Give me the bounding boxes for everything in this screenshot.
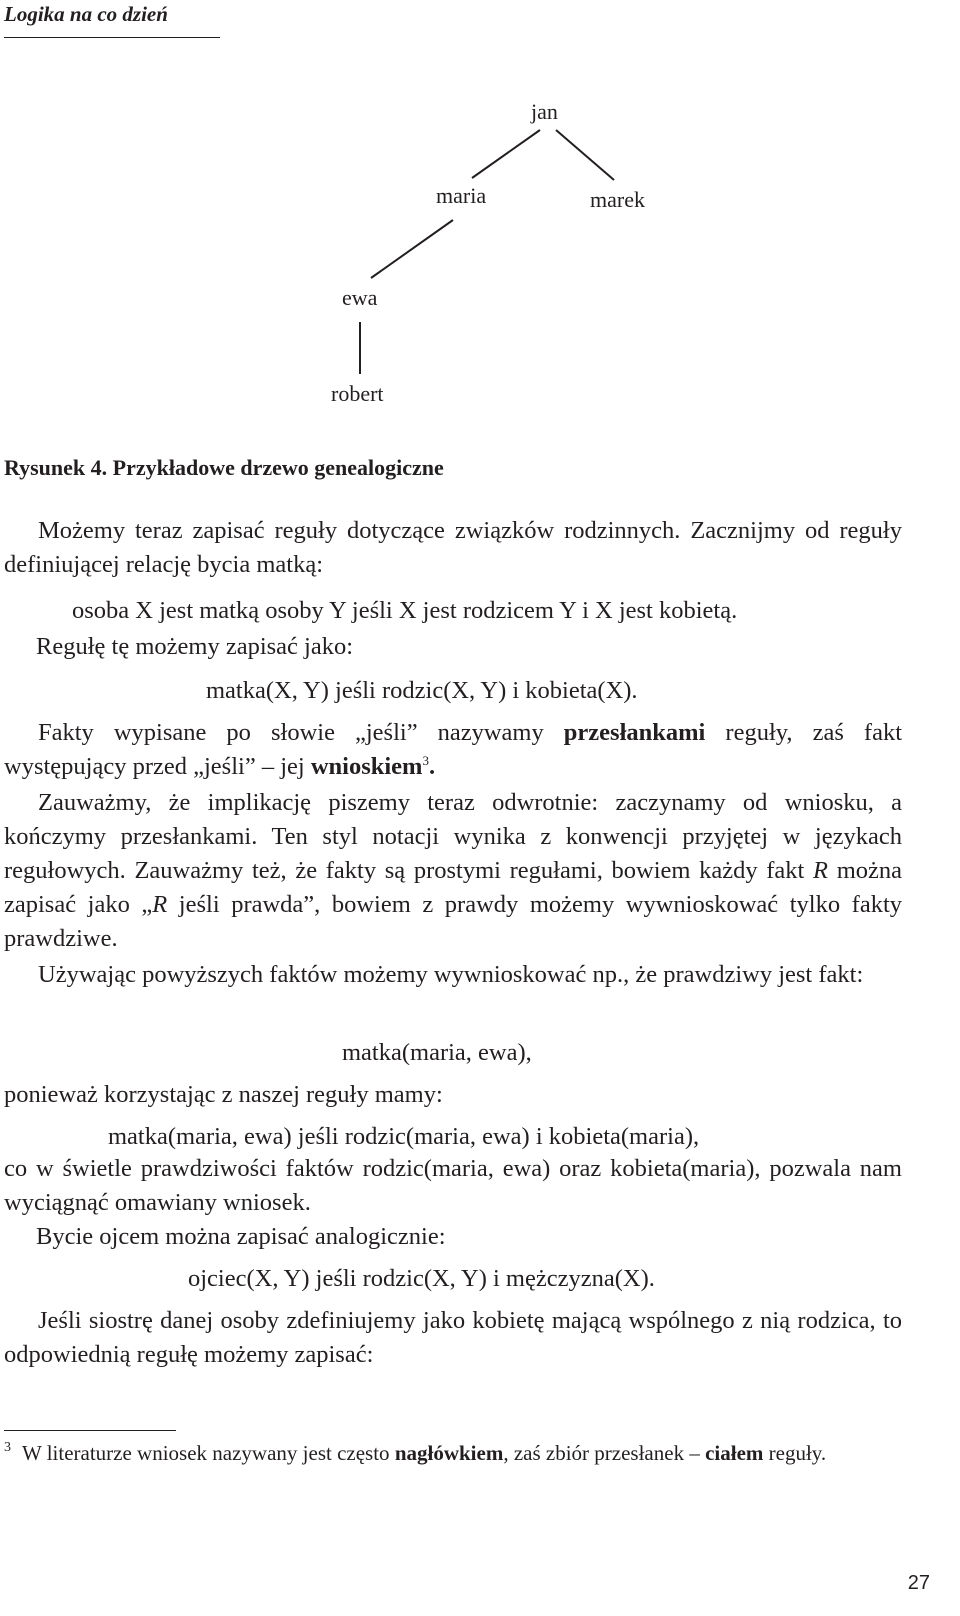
edge-maria-ewa (371, 220, 453, 278)
rule-father: ojciec(X, Y) jeśli rodzic(X, Y) i mężczyzna(X). (188, 1265, 655, 1292)
rule-instance: matka(maria, ewa) jeśli rodzic(maria, ewa) i kobieta(maria), (108, 1123, 700, 1150)
paragraph-8: Bycie ojcem można zapisać analogicznie: (36, 1223, 446, 1250)
node-jan: jan (531, 99, 558, 124)
fact-mother-maria-ewa: matka(maria, ewa), (342, 1039, 532, 1066)
footnote-mark: 3 (4, 1440, 11, 1455)
paragraph-4: Zauważmy, że implikację piszemy teraz odwrotnie: zaczynamy od wniosku, a kończymy przesłankami. Ten styl notacji wynika z konwencji przyjętej w językach regułowych. Zauważmy też, że fakty są prostymi regułami, bowiem każdy fakt R można zapisać jako „R jeśli prawda”, bowiem z prawdy możemy wywnioskować tylko fakty prawdziwe. (4, 789, 902, 952)
footnote-ref: 3 (422, 752, 429, 768)
running-header: Logika na co dzień (4, 2, 168, 26)
page-number: 27 (907, 1572, 930, 1594)
term-head: nagłówkiem (394, 1441, 504, 1465)
term-body: ciałem (705, 1441, 764, 1465)
paragraph-1: Możemy teraz zapisać reguły dotyczące związków rodzinnych. Zacznijmy od reguły definiującej relację bycia matką: (4, 517, 902, 578)
family-tree-figure (0, 0, 960, 430)
edge-jan-maria (472, 130, 540, 178)
paragraph-5: Używając powyższych faktów możemy wywnioskować np., że prawdziwy jest fakt: (38, 961, 864, 988)
term-conclusion: wnioskiem (310, 753, 423, 780)
node-ewa: ewa (342, 285, 378, 310)
rule-natural-language: osoba X jest matką osoby Y jeśli X jest rodzicem Y i X jest kobietą. (72, 597, 738, 624)
node-maria: maria (436, 183, 487, 208)
node-robert: robert (331, 381, 384, 406)
footnote-3: W literaturze wniosek nazywany jest często nagłówkiem, zaś zbiór przesłanek – ciałem reguły. (22, 1441, 827, 1465)
figure-caption: Rysunek 4. Przykładowe drzewo genealogiczne (4, 455, 444, 480)
paragraph-6: ponieważ korzystając z naszej reguły mamy: (4, 1081, 443, 1108)
rule-formal: matka(X, Y) jeśli rodzic(X, Y) i kobieta(X). (206, 677, 638, 704)
paragraph-9: Jeśli siostrę danej osoby zdefiniujemy jako kobietę mającą wspólnego z nią rodzica, to odpowiednią regułę możemy zapisać: (4, 1307, 902, 1368)
paragraph-3: Fakty wypisane po słowie „jeśli” nazywamy przesłankami reguły, zaś fakt występujący przed „jeśli” – jej wnioskiem$^3$. (4, 719, 902, 780)
paragraph-2: Regułę tę możemy zapisać jako: (36, 633, 354, 660)
node-marek: marek (590, 187, 645, 212)
term-premises: przesłankami (563, 719, 706, 746)
footnote-rule (4, 1430, 176, 1431)
paragraph-7: co w świetle prawdziwości faktów rodzic(maria, ewa) oraz kobieta(maria), pozwala nam wyciągnąć omawiany wniosek. (4, 1155, 902, 1216)
edge-jan-marek (556, 130, 614, 180)
